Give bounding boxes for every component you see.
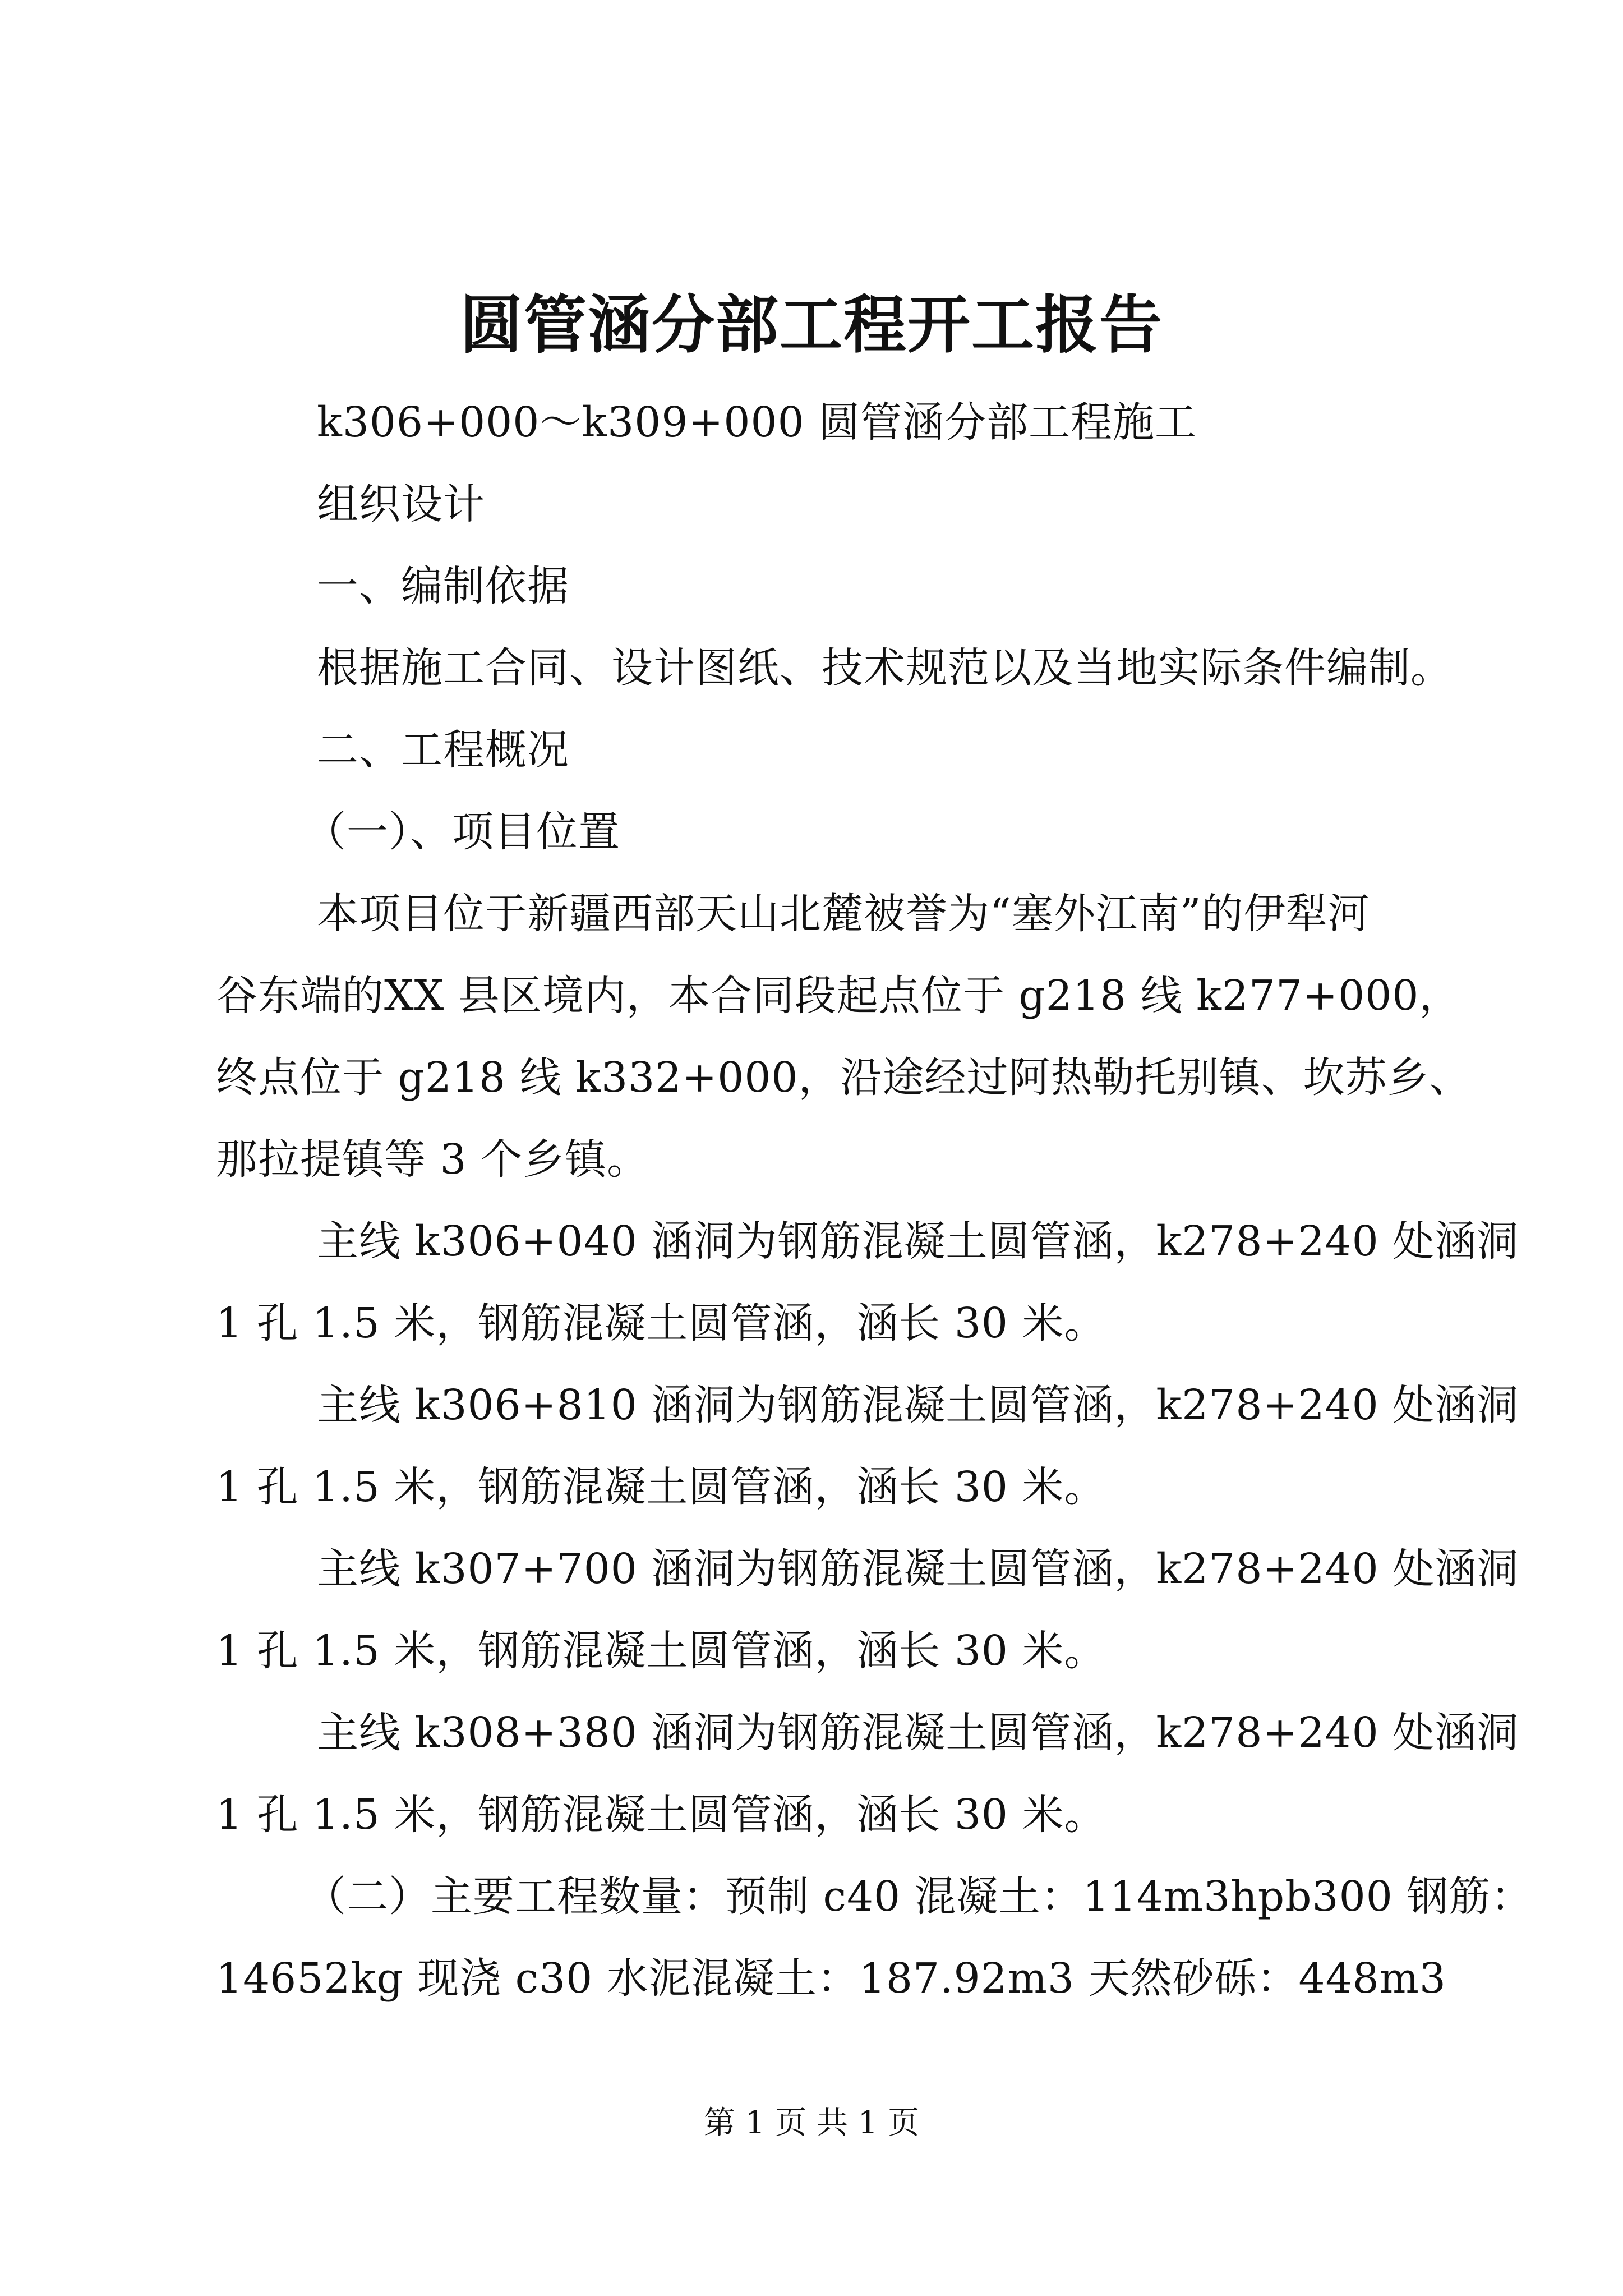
quantities-line-2: 14652kg 现浇 c30 水泥混凝土：187.92m3 天然砂砾：448m3 — [216, 1954, 1446, 2003]
document-body — [216, 381, 1533, 2019]
paragraph-basis: 根据施工合同、设计图纸、技术规范以及当地实际条件编制。 — [317, 644, 1453, 692]
culvert-2-line-2: 1 孔 1.5 米，钢筋混凝土圆管涵，涵长 30 米。 — [216, 1463, 1106, 1511]
paragraph-location-line-3: 终点位于 g218 线 k332+000，沿途经过阿热勒托别镇、坎苏乡、 — [216, 1053, 1472, 1102]
culvert-2-line-1: 主线 k306+810 涵洞为钢筋混凝土圆管涵，k278+240 处涵洞 — [317, 1381, 1519, 1429]
culvert-3-line-1: 主线 k307+700 涵洞为钢筋混凝土圆管涵，k278+240 处涵洞 — [317, 1545, 1519, 1593]
section-heading-basis: 一、编制依据 — [317, 562, 569, 610]
culvert-3-line-2: 1 孔 1.5 米，钢筋混凝土圆管涵，涵长 30 米。 — [216, 1627, 1106, 1675]
culvert-4-line-1: 主线 k308+380 涵洞为钢筋混凝土圆管涵，k278+240 处涵洞 — [317, 1709, 1519, 1757]
document-title: 圆管涵分部工程开工报告 — [460, 288, 1163, 362]
paragraph-location-line-2: 谷东端的XX 县区境内，本合同段起点位于 g218 线 k277+000， — [216, 972, 1461, 1020]
subtitle-line-2: 组织设计 — [317, 480, 485, 528]
paragraph-location-line-1: 本项目位于新疆西部天山北麓被誉为“塞外江南”的伊犁河 — [317, 890, 1370, 938]
culvert-4-line-2: 1 孔 1.5 米，钢筋混凝土圆管涵，涵长 30 米。 — [216, 1791, 1106, 1839]
subsection-heading-location: （一）、项目位置 — [305, 808, 620, 856]
quantities-line-1: （二）主要工程数量：预制 c40 混凝土：114m3hpb300 钢筋： — [305, 1872, 1533, 1921]
paragraph-location-line-4: 那拉提镇等 3 个乡镇。 — [216, 1135, 649, 1184]
page-footer: 第 1 页 共 1 页 — [703, 2105, 920, 2141]
subtitle-line-1: k306+000～k309+000 圆管涵分部工程施工 — [317, 398, 1197, 447]
section-heading-overview: 二、工程概况 — [317, 726, 569, 774]
culvert-1-line-1: 主线 k306+040 涵洞为钢筋混凝土圆管涵，k278+240 处涵洞 — [317, 1217, 1519, 1266]
culvert-1-line-2: 1 孔 1.5 米，钢筋混凝土圆管涵，涵长 30 米。 — [216, 1299, 1106, 1347]
